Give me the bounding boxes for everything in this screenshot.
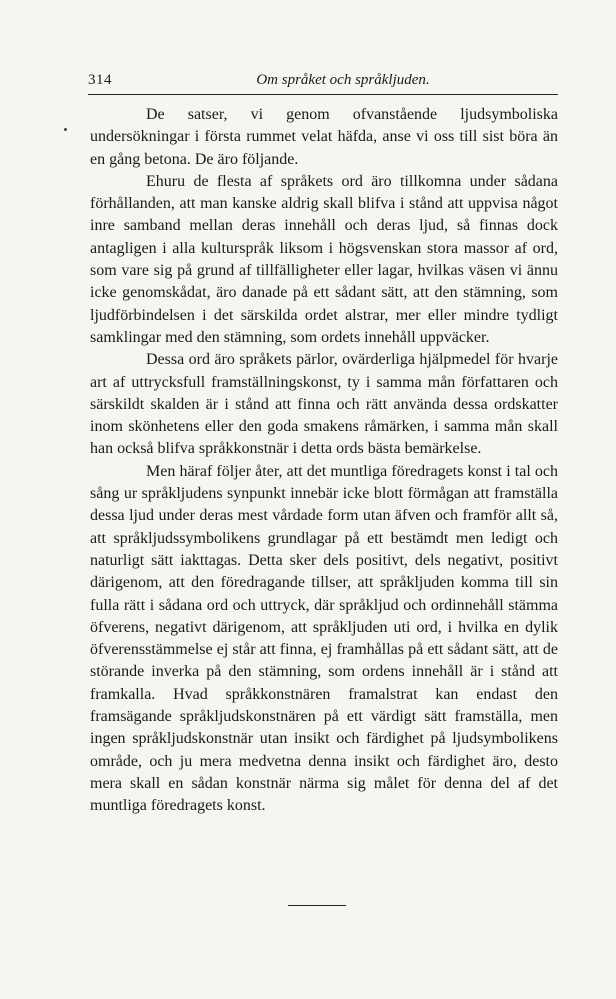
paragraph-3: Dessa ord äro språkets pärlor, ovärderliga hjälpmedel för hvarje art af uttrycksfull framställningskonst, ty i samma mån författaren och särskildt skalden är i stånd att finna och rätt använda dessa ordskatter inom skönhetens eller den goda smakens råmärken, i samma mån skall han också blifva språkkonstnär i detta ords bästa bemärkelse. (90, 351, 558, 458)
running-head (88, 72, 558, 92)
body-text (90, 104, 558, 818)
page-number: 314 (88, 72, 112, 88)
running-title: Om språket och språkljuden. (256, 72, 430, 88)
margin-mark (64, 128, 67, 131)
paragraph-1: De satser, vi genom ofvanstående ljudsymboliska undersökningar i första rummet velat häfda, anse vi oss till sist böra än en gång betona. De äro följande. (90, 106, 558, 168)
header-rule (88, 94, 558, 95)
paragraph-2: Ehuru de flesta af språkets ord äro tillkomna under sådana förhållanden, att man kanske aldrig skall blifva i stånd att uppvisa något inre samband mellan deras innehåll och deras ljud, så finnas dock antagligen i alla kulturspråk liksom i högsvenskan stora massor af ord, som vare sig på grund af tillfälligheter eller lagar, hvilkas väsen vi ännu icke genomskådat, äro danade på ett sådant sätt, att den stämning, som ljudförbindelsen i det särskilda ordet alstrar, mer eller mindre tydligt samklingar med den stämning, som ordets innehåll uppväcker. (90, 172, 558, 346)
paragraph-4: Men häraf följer åter, att det muntliga föredragets konst i tal och sång ur språkljudens synpunkt innebär icke blott förmågan att framställa dessa ljud under deras mest vårdade form utan äfven och framför allt så, att språkljudssymbolikens grundlagar på ett bestämdt men ledigt och naturligt sätt iakttagas. Detta sker dels positivt, dels negativt, positivt därigenom, att den föredragande tillser, att språkljuden komma till sin fulla rätt i sådana ord och uttryck, där språkljud och ordinnehåll stämma öfverens, negativt därigenom, att språkljuden uti ord, i hvilka en dylik öfverensstämmelse ej står att finna, ej framhållas på ett sådant sätt, att de störande inverka på den stämning, som ordens innehåll är i stånd att framkalla. Hvad språkkonstnären framalstrat kan endast den framsägande språkljudskonstnären på ett värdigt sätt framställa, men ingen språkljudskonstnär utan insikt och färdighet på ljudsymbolikens område, och ju mera medvetna denna insikt och färdighet äro, desto mera skall en sådan konstnär närma sig målet för denna del af det muntliga föredragets konst. (90, 462, 558, 815)
closing-rule (288, 905, 346, 906)
